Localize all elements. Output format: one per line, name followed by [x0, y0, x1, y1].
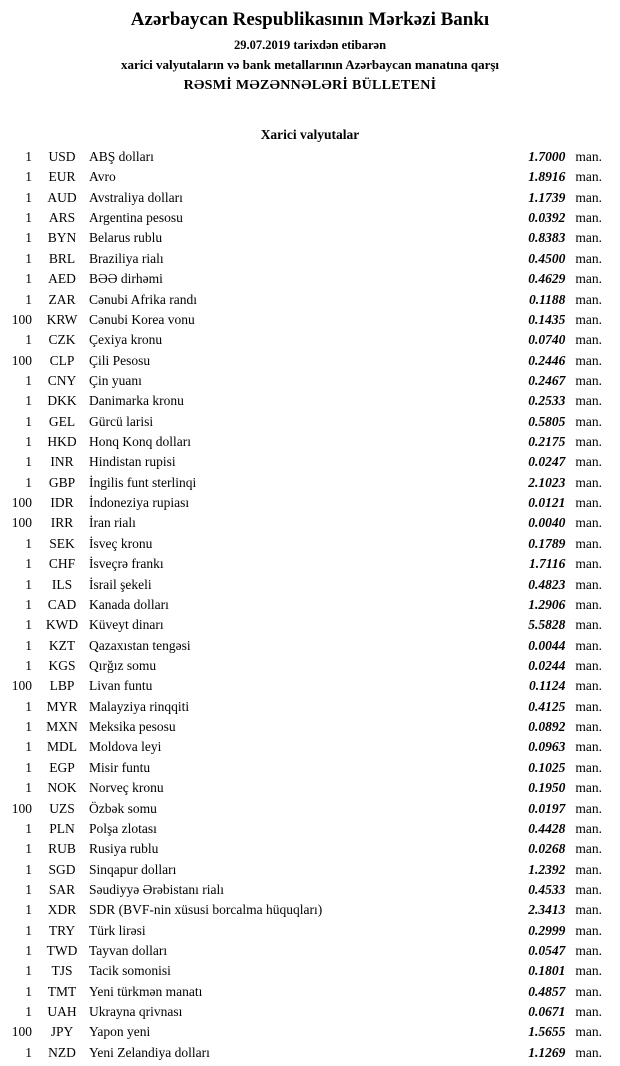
row-unit-label: man.	[575, 1044, 602, 1060]
row-rate-value: 0.1950	[528, 780, 566, 796]
currency-row	[0, 414, 620, 434]
currency-row	[0, 190, 620, 210]
currency-row	[0, 1004, 620, 1024]
bank-name-title: Azərbaycan Respublikasının Mərkəzi Bankı	[130, 9, 490, 30]
row-currency-code: CHF	[48, 556, 76, 572]
row-currency-code: BYN	[47, 230, 77, 246]
currency-row	[0, 801, 620, 821]
row-currency-code: HKD	[47, 434, 77, 450]
row-currency-code: MYR	[46, 698, 78, 714]
row-currency-name: İran rialı	[89, 515, 136, 531]
row-currency-code: IDR	[50, 495, 74, 511]
row-unit-label: man.	[575, 861, 602, 877]
row-currency-name: Argentina pesosu	[89, 210, 183, 226]
row-unit-label: man.	[575, 841, 602, 857]
row-currency-code: AUD	[47, 189, 77, 205]
row-currency-code: UAH	[47, 1004, 77, 1020]
row-quantity: 1	[25, 617, 32, 633]
row-unit-label: man.	[575, 311, 602, 327]
row-currency-code: IRR	[50, 515, 74, 531]
row-rate-value: 0.1801	[528, 963, 566, 979]
row-unit-label: man.	[575, 169, 602, 185]
row-rate-value: 0.2446	[528, 352, 566, 368]
currency-row	[0, 495, 620, 515]
row-currency-code: SEK	[49, 535, 75, 551]
row-currency-code: NOK	[47, 780, 77, 796]
currency-row	[0, 923, 620, 943]
row-currency-code: KGS	[48, 657, 76, 673]
row-rate-value: 1.8916	[528, 169, 566, 185]
currency-row	[0, 658, 620, 678]
row-rate-value: 0.0392	[528, 210, 566, 226]
currency-row	[0, 617, 620, 637]
row-currency-code: AED	[48, 271, 76, 287]
row-rate-value: 0.2999	[528, 922, 566, 938]
row-quantity: 1	[25, 332, 32, 348]
row-quantity: 1	[25, 434, 32, 450]
row-unit-label: man.	[575, 250, 602, 266]
row-currency-code: USD	[48, 149, 76, 164]
row-currency-name: Avstraliya dolları	[89, 189, 183, 205]
row-currency-name: Qırğız somu	[89, 657, 157, 673]
row-quantity: 1	[25, 230, 32, 246]
row-quantity: 100	[11, 800, 32, 816]
exchange-rates-table	[0, 149, 620, 1065]
row-rate-value: 0.0268	[528, 841, 566, 857]
row-unit-label: man.	[575, 800, 602, 816]
row-currency-name: Danimarka kronu	[89, 393, 184, 409]
row-rate-value: 0.1025	[528, 759, 566, 775]
row-quantity: 1	[25, 963, 32, 979]
row-currency-code: INR	[50, 454, 74, 470]
currency-row	[0, 1024, 620, 1044]
row-currency-code: ZAR	[48, 291, 76, 307]
row-currency-name: Gürcü larisi	[89, 413, 154, 429]
row-unit-label: man.	[575, 434, 602, 450]
row-currency-code: XDR	[47, 902, 77, 918]
row-unit-label: man.	[575, 413, 602, 429]
row-rate-value: 0.8383	[528, 230, 566, 246]
row-rate-value: 0.1789	[528, 535, 566, 551]
row-currency-name: Malayziya rinqqiti	[89, 698, 190, 714]
row-currency-name: Səudiyyə Ərəbistanı rialı	[89, 881, 224, 897]
row-currency-name: Cənubi Korea vonu	[89, 311, 195, 327]
row-currency-code: DKK	[47, 393, 77, 409]
row-unit-label: man.	[575, 189, 602, 205]
row-quantity: 1	[25, 271, 32, 287]
row-currency-name: Çili Pesosu	[89, 352, 151, 368]
row-unit-label: man.	[575, 922, 602, 938]
row-quantity: 1	[25, 535, 32, 551]
row-quantity: 1	[25, 596, 32, 612]
row-unit-label: man.	[575, 698, 602, 714]
row-unit-label: man.	[575, 393, 602, 409]
row-currency-code: TRY	[48, 922, 76, 938]
row-currency-name: Özbək somu	[89, 800, 157, 816]
currency-row	[0, 515, 620, 535]
row-currency-code: CZK	[48, 332, 76, 348]
row-currency-name: SDR (BVF-nin xüsusi borcalma hüquqları)	[89, 902, 323, 918]
currency-row	[0, 678, 620, 698]
row-currency-code: GEL	[48, 413, 76, 429]
row-currency-name: Ukrayna qrivnası	[89, 1004, 183, 1020]
row-quantity: 1	[25, 698, 32, 714]
row-rate-value: 0.2533	[528, 393, 566, 409]
effective-date-line: 29.07.2019 tarixdən etibarən	[233, 38, 387, 52]
row-quantity: 1	[25, 1044, 32, 1060]
row-unit-label: man.	[575, 352, 602, 368]
row-quantity: 1	[25, 372, 32, 388]
row-unit-label: man.	[575, 556, 602, 572]
row-rate-value: 5.5828	[528, 617, 566, 633]
row-currency-code: RUB	[48, 841, 76, 857]
row-quantity: 1	[25, 454, 32, 470]
currency-row	[0, 332, 620, 352]
row-currency-name: Belarus rublu	[89, 230, 163, 246]
row-quantity: 1	[25, 759, 32, 775]
row-currency-code: MXN	[46, 719, 78, 735]
row-unit-label: man.	[575, 780, 602, 796]
row-rate-value: 0.0040	[528, 515, 566, 531]
row-quantity: 1	[25, 576, 32, 592]
currency-row	[0, 292, 620, 312]
row-currency-code: JPY	[50, 1024, 74, 1040]
currency-row	[0, 943, 620, 963]
row-currency-code: NZD	[48, 1044, 76, 1060]
row-quantity: 1	[25, 393, 32, 409]
row-currency-code: GBP	[48, 474, 76, 490]
row-currency-name: Küveyt dinarı	[89, 617, 164, 633]
row-rate-value: 0.4629	[528, 271, 566, 287]
row-currency-code: LBP	[49, 678, 75, 694]
currency-row	[0, 597, 620, 617]
row-rate-value: 1.5655	[528, 1024, 566, 1040]
row-rate-value: 0.4125	[528, 698, 566, 714]
currency-row	[0, 149, 620, 169]
currency-row	[0, 902, 620, 922]
row-currency-code: KZT	[48, 637, 76, 653]
row-unit-label: man.	[575, 332, 602, 348]
currency-row	[0, 739, 620, 759]
row-currency-name: İsveç kronu	[89, 535, 153, 551]
row-unit-label: man.	[575, 902, 602, 918]
row-quantity: 1	[25, 169, 32, 185]
row-currency-name: Cənubi Afrika randı	[89, 291, 197, 307]
currency-row	[0, 434, 620, 454]
row-currency-code: TWD	[46, 943, 78, 959]
row-rate-value: 0.2467	[528, 372, 566, 388]
row-quantity: 1	[25, 637, 32, 653]
section-title-foreign-currencies: Xarici valyutalar	[260, 127, 360, 142]
subject-line: xarici valyutaların və bank metallarının Azərbaycan manatına qarşı	[120, 57, 500, 72]
row-unit-label: man.	[575, 820, 602, 836]
row-rate-value: 0.0892	[528, 719, 566, 735]
row-quantity: 1	[25, 780, 32, 796]
row-rate-value: 2.3413	[528, 902, 566, 918]
row-unit-label: man.	[575, 230, 602, 246]
row-currency-name: Yapon yeni	[89, 1024, 151, 1040]
row-rate-value: 0.0121	[528, 495, 566, 511]
row-currency-name: Hindistan rupisi	[89, 454, 176, 470]
row-unit-label: man.	[575, 271, 602, 287]
row-currency-name: Yeni Zelandiya dolları	[89, 1044, 210, 1060]
row-rate-value: 0.4428	[528, 820, 566, 836]
row-currency-code: EGP	[49, 759, 75, 775]
row-rate-value: 0.0740	[528, 332, 566, 348]
row-unit-label: man.	[575, 739, 602, 755]
row-unit-label: man.	[575, 759, 602, 775]
row-unit-label: man.	[575, 515, 602, 531]
row-rate-value: 0.0247	[528, 454, 566, 470]
row-currency-name: Qazaxıstan tengəsi	[89, 637, 191, 653]
row-rate-value: 0.0244	[528, 657, 566, 673]
row-currency-name: İngilis funt sterlinqi	[89, 474, 197, 490]
row-currency-name: Meksika pesosu	[89, 719, 176, 735]
row-currency-code: SAR	[48, 881, 76, 897]
row-rate-value: 0.0963	[528, 739, 566, 755]
row-currency-name: Tayvan dolları	[89, 943, 168, 959]
currency-row	[0, 373, 620, 393]
row-unit-label: man.	[575, 617, 602, 633]
row-currency-code: CLP	[49, 352, 75, 368]
row-quantity: 1	[25, 1004, 32, 1020]
row-quantity: 1	[25, 861, 32, 877]
currency-row	[0, 862, 620, 882]
row-quantity: 1	[25, 881, 32, 897]
row-rate-value: 1.2392	[528, 861, 566, 877]
row-currency-name: BƏƏ dirhəmi	[89, 271, 163, 287]
row-unit-label: man.	[575, 719, 602, 735]
row-unit-label: man.	[575, 291, 602, 307]
row-unit-label: man.	[575, 881, 602, 897]
row-unit-label: man.	[575, 637, 602, 653]
row-quantity: 1	[25, 739, 32, 755]
row-quantity: 100	[11, 1024, 32, 1040]
row-currency-name: Moldova leyi	[89, 739, 162, 755]
row-rate-value: 0.0671	[528, 1004, 566, 1020]
row-unit-label: man.	[575, 678, 602, 694]
row-unit-label: man.	[575, 495, 602, 511]
row-rate-value: 1.7116	[528, 556, 566, 572]
currency-row	[0, 312, 620, 332]
row-quantity: 1	[25, 210, 32, 226]
row-rate-value: 0.2175	[528, 434, 566, 450]
currency-row	[0, 841, 620, 861]
row-unit-label: man.	[575, 1004, 602, 1020]
row-quantity: 100	[11, 311, 32, 327]
row-rate-value: 1.7000	[528, 149, 566, 164]
currency-row	[0, 882, 620, 902]
row-currency-code: SGD	[48, 861, 76, 877]
row-unit-label: man.	[575, 983, 602, 999]
row-unit-label: man.	[575, 535, 602, 551]
currency-row	[0, 719, 620, 739]
row-quantity: 100	[11, 495, 32, 511]
currency-row	[0, 638, 620, 658]
row-currency-code: CAD	[47, 596, 77, 612]
currency-row	[0, 169, 620, 189]
row-rate-value: 0.4857	[528, 983, 566, 999]
row-quantity: 1	[25, 291, 32, 307]
row-currency-code: TJS	[51, 963, 73, 979]
row-currency-name: İsveçrə frankı	[89, 556, 164, 572]
row-quantity: 1	[25, 719, 32, 735]
row-unit-label: man.	[575, 1024, 602, 1040]
row-rate-value: 0.1124	[528, 678, 566, 694]
row-quantity: 1	[25, 820, 32, 836]
currency-row	[0, 251, 620, 271]
row-currency-name: Misir funtu	[89, 759, 151, 775]
row-rate-value: 1.1739	[528, 189, 566, 205]
row-unit-label: man.	[575, 372, 602, 388]
row-quantity: 100	[11, 678, 32, 694]
row-rate-value: 0.0547	[528, 943, 566, 959]
row-currency-code: KRW	[46, 311, 78, 327]
row-quantity: 1	[25, 250, 32, 266]
row-currency-name: Sinqapur dolları	[89, 861, 177, 877]
row-currency-code: PLN	[49, 820, 75, 836]
row-quantity: 1	[25, 413, 32, 429]
row-currency-name: ABŞ dolları	[89, 149, 154, 164]
row-currency-name: Avro	[89, 169, 116, 185]
row-rate-value: 0.0197	[528, 800, 566, 816]
row-quantity: 1	[25, 943, 32, 959]
row-unit-label: man.	[575, 657, 602, 673]
row-rate-value: 0.1188	[528, 291, 566, 307]
row-currency-name: Türk lirəsi	[89, 922, 146, 938]
currency-row	[0, 699, 620, 719]
bulletin-title: RƏSMİ MƏZƏNNƏLƏRİ BÜLLETENİ	[183, 78, 437, 93]
row-quantity: 1	[25, 841, 32, 857]
row-rate-value: 1.1269	[528, 1044, 566, 1060]
row-rate-value: 0.5805	[528, 413, 566, 429]
currency-row	[0, 230, 620, 250]
currency-row	[0, 454, 620, 474]
row-currency-name: İndoneziya rupiası	[89, 495, 190, 511]
row-quantity: 1	[25, 983, 32, 999]
row-rate-value: 0.4533	[528, 881, 566, 897]
currency-row	[0, 271, 620, 291]
currency-row	[0, 475, 620, 495]
currency-row	[0, 393, 620, 413]
currency-row	[0, 210, 620, 230]
row-currency-code: KWD	[45, 617, 79, 633]
row-quantity: 1	[25, 149, 32, 164]
currency-row	[0, 353, 620, 373]
row-unit-label: man.	[575, 943, 602, 959]
row-quantity: 1	[25, 922, 32, 938]
row-currency-name: Kanada dolları	[89, 596, 169, 612]
row-unit-label: man.	[575, 454, 602, 470]
row-currency-code: EUR	[48, 169, 76, 185]
row-unit-label: man.	[575, 210, 602, 226]
row-quantity: 100	[11, 515, 32, 531]
row-unit-label: man.	[575, 963, 602, 979]
currency-row	[0, 963, 620, 983]
currency-row	[0, 780, 620, 800]
row-unit-label: man.	[575, 474, 602, 490]
row-quantity: 100	[11, 352, 32, 368]
row-currency-code: BRL	[48, 250, 76, 266]
row-currency-code: TMT	[47, 983, 77, 999]
currency-row	[0, 1045, 620, 1065]
row-currency-name: Tacik somonisi	[89, 963, 171, 979]
row-currency-code: CNY	[47, 372, 77, 388]
row-currency-name: Çin yuanı	[89, 372, 142, 388]
row-currency-name: Norveç kronu	[89, 780, 164, 796]
row-unit-label: man.	[575, 149, 602, 164]
row-rate-value: 2.1023	[528, 474, 566, 490]
row-rate-value: 0.4500	[528, 250, 566, 266]
row-rate-value: 0.0044	[528, 637, 566, 653]
currency-row	[0, 760, 620, 780]
currency-row	[0, 577, 620, 597]
row-currency-name: Braziliya rialı	[89, 250, 164, 266]
row-currency-name: Honq Konq dolları	[89, 434, 191, 450]
row-unit-label: man.	[575, 576, 602, 592]
row-currency-name: Yeni türkmən manatı	[89, 983, 203, 999]
row-quantity: 1	[25, 474, 32, 490]
row-quantity: 1	[25, 657, 32, 673]
row-currency-code: ARS	[48, 210, 76, 226]
row-rate-value: 0.1435	[528, 311, 566, 327]
row-rate-value: 0.4823	[528, 576, 566, 592]
row-currency-code: MDL	[47, 739, 77, 755]
row-currency-name: Livan funtu	[89, 678, 153, 694]
row-currency-name: Rusiya rublu	[89, 841, 159, 857]
row-currency-name: Çexiya kronu	[89, 332, 163, 348]
row-quantity: 1	[25, 556, 32, 572]
currency-row	[0, 536, 620, 556]
row-unit-label: man.	[575, 596, 602, 612]
currency-row	[0, 821, 620, 841]
row-quantity: 1	[25, 189, 32, 205]
row-currency-name: Polşa zlotası	[89, 820, 157, 836]
row-currency-name: İsrail şekeli	[89, 576, 152, 592]
row-rate-value: 1.2906	[528, 596, 566, 612]
row-quantity: 1	[25, 902, 32, 918]
row-currency-code: UZS	[49, 800, 75, 816]
currency-row	[0, 984, 620, 1004]
currency-row	[0, 556, 620, 576]
row-currency-code: ILS	[51, 576, 73, 592]
